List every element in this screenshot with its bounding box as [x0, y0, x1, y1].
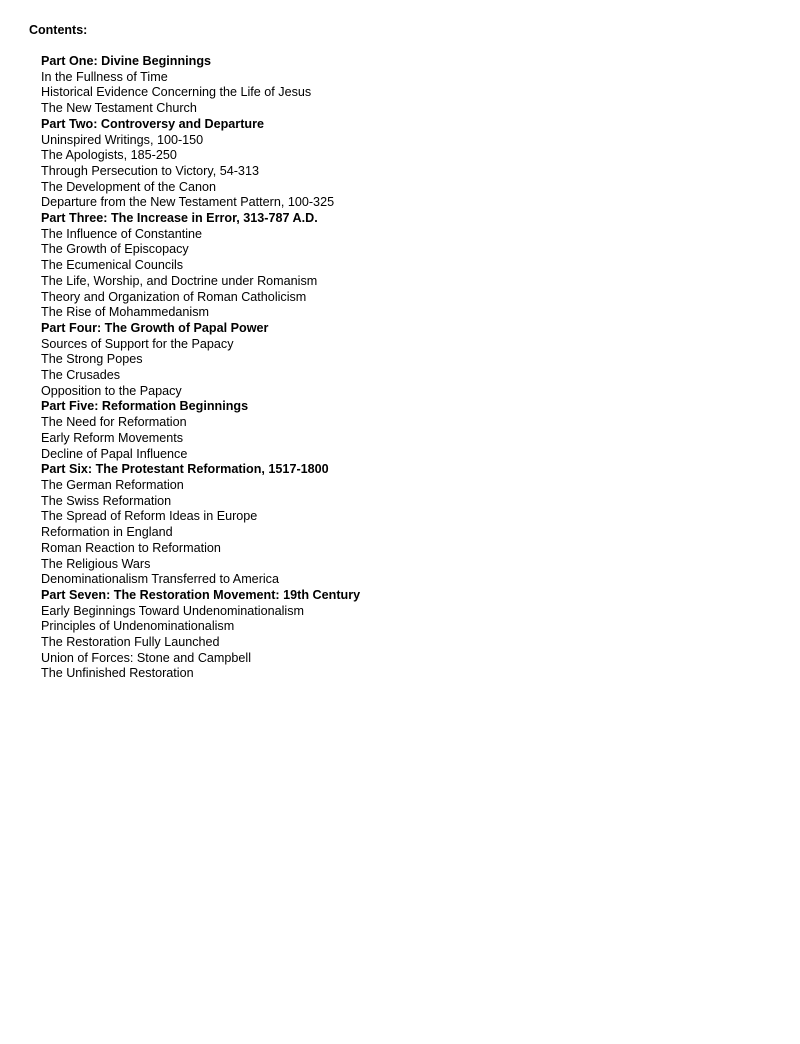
toc-chapter-entry: The Growth of Episcopacy — [41, 242, 189, 257]
toc-chapter-entry: Principles of Undenominationalism — [41, 619, 235, 634]
toc-part-heading: Part Two: Controversy and Departure — [41, 116, 264, 131]
toc-chapter-entry: Union of Forces: Stone and Campbell — [41, 650, 252, 665]
toc-chapter-entry: The Unfinished Restoration — [41, 666, 194, 681]
toc-part-heading: Part Seven: The Restoration Movement: 19th Century — [41, 587, 361, 602]
toc-chapter-entry: The Ecumenical Councils — [41, 258, 184, 273]
toc-chapter-entry: Early Reform Movements — [41, 430, 184, 445]
toc-chapter-entry: The German Reformation — [41, 477, 184, 492]
toc-chapter-entry: The New Testament Church — [41, 101, 197, 116]
toc-chapter-entry: Sources of Support for the Papacy — [41, 336, 234, 351]
toc-chapter-entry: Departure from the New Testament Pattern, 100-325 — [41, 195, 335, 210]
toc-chapter-entry: The Development of the Canon — [41, 179, 217, 194]
toc-chapter-entry: Reformation in England — [41, 525, 173, 540]
toc-chapter-entry: The Influence of Constantine — [41, 226, 203, 241]
toc-part-heading: Part Six: The Protestant Reformation, 1517-1800 — [41, 462, 329, 477]
toc-part-heading: Part Three: The Increase in Error, 313-787 A.D. — [41, 211, 318, 226]
toc-chapter-entry: Early Beginnings Toward Undenominationalism — [41, 603, 304, 618]
toc-chapter-entry: The Restoration Fully Launched — [41, 635, 220, 650]
toc-chapter-entry: The Crusades — [41, 368, 121, 383]
toc-chapter-entry: The Life, Worship, and Doctrine under Romanism — [41, 273, 318, 288]
toc-chapter-entry: Roman Reaction to Reformation — [41, 540, 221, 555]
toc-part-heading: Part One: Divine Beginnings — [41, 54, 212, 68]
toc-chapter-entry: Decline of Papal Influence — [41, 446, 188, 461]
toc-chapter-entry: Historical Evidence Concerning the Life of Jesus — [41, 85, 312, 100]
toc-part-heading: Part Four: The Growth of Papal Power — [41, 320, 269, 335]
toc-chapter-entry: The Rise of Mohammedanism — [41, 305, 209, 320]
toc-chapter-entry: Through Persecution to Victory, 54-313 — [41, 163, 259, 178]
toc-chapter-entry: The Need for Reformation — [41, 415, 187, 430]
toc-chapter-entry: The Spread of Reform Ideas in Europe — [41, 509, 258, 524]
toc-chapter-entry: Theory and Organization of Roman Catholicism — [41, 289, 307, 304]
toc-chapter-entry: The Swiss Reformation — [41, 493, 172, 508]
toc-chapter-entry: Uninspired Writings, 100-150 — [41, 132, 204, 147]
toc-part-heading: Part Five: Reformation Beginnings — [41, 399, 249, 414]
toc-chapter-entry: The Religious Wars — [41, 556, 151, 571]
page-title: Contents: — [29, 23, 88, 37]
toc-chapter-entry: Opposition to the Papacy — [41, 383, 182, 398]
toc-chapter-entry: Denominationalism Transferred to America — [41, 572, 279, 587]
toc-chapter-entry: The Strong Popes — [41, 352, 143, 367]
toc-chapter-entry: The Apologists, 185-250 — [41, 148, 177, 163]
table-of-contents-list — [41, 54, 360, 682]
toc-chapter-entry: In the Fullness of Time — [41, 69, 168, 84]
